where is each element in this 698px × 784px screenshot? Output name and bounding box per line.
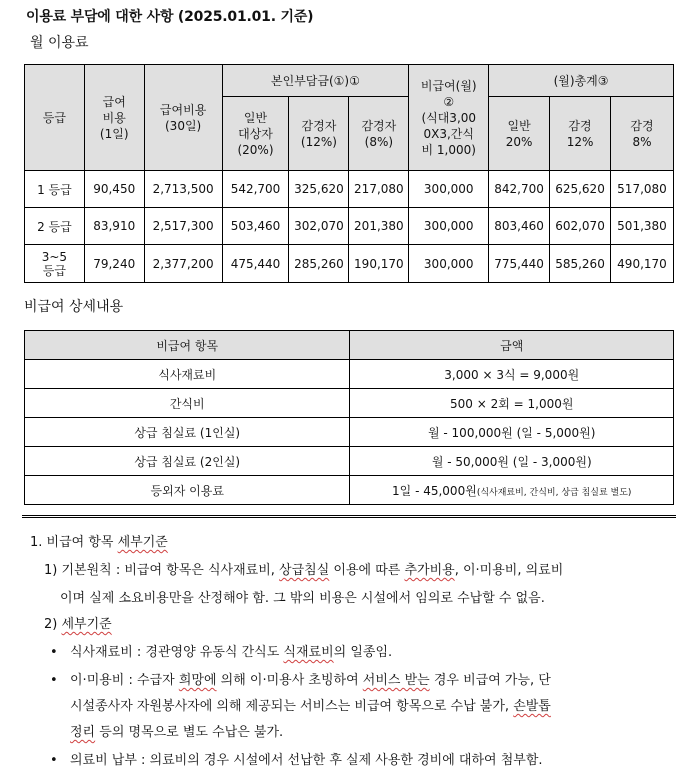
table-row xyxy=(25,208,674,245)
nonbenefit-detail-table xyxy=(24,330,674,505)
item-cell: 상급 침실료 (2인실) xyxy=(25,447,350,476)
header-copay-reduced-8: 감경자 (8%) xyxy=(349,97,409,171)
total-8-cell: 517,080 xyxy=(610,171,673,208)
header-item: 비급여 항목 xyxy=(25,331,350,360)
monthly-cell: 2,377,200 xyxy=(144,245,222,283)
grade-cell: 3~5 등급 xyxy=(25,245,85,283)
notes-heading: 1. 비급여 항목 세부기준 xyxy=(30,535,168,550)
detail-label: 비급여 상세내용 xyxy=(24,299,124,315)
header-benefit-30days: 급여비용 (30일) xyxy=(144,65,222,171)
header-total-general: 일반 20% xyxy=(489,97,550,171)
header-copay-reduced-12: 감경자 (12%) xyxy=(289,97,349,171)
header-copay-general: 일반 대상자 (20%) xyxy=(222,97,289,171)
daily-cell: 90,450 xyxy=(84,171,144,208)
item-cell: 간식비 xyxy=(25,389,350,418)
table-row xyxy=(25,171,674,208)
header-copay-group: 본인부담금(①)① xyxy=(222,65,409,97)
criteria-beauty-3: 정리 등의 명목으로 별도 수납은 불가. xyxy=(70,725,284,740)
amount-cell: 3,000 × 3식 = 9,000원 xyxy=(350,360,674,389)
table-row xyxy=(25,389,674,418)
item-cell: 등외자 이용료 xyxy=(25,476,350,505)
nonbenefit-cell: 300,000 xyxy=(409,171,489,208)
table-row xyxy=(25,418,674,447)
copay-20-cell: 503,460 xyxy=(222,208,289,245)
copay-20-cell: 475,440 xyxy=(222,245,289,283)
amount-cell: 1일 - 45,000원(식사재료비, 간식비, 상급 침실료 별도) xyxy=(350,476,674,505)
principle-line-1: 1) 기본원칙 : 비급여 항목은 식사재료비, 상급침실 이용에 따른 추가비용, 이·미용비, 의료비 xyxy=(44,563,564,578)
copay-8-cell: 190,170 xyxy=(349,245,409,283)
bullet-icon: • xyxy=(50,753,58,768)
daily-cell: 83,910 xyxy=(84,208,144,245)
header-total-reduced-8: 감경 8% xyxy=(610,97,673,171)
header-amount: 금액 xyxy=(350,331,674,360)
grade-cell: 2 등급 xyxy=(25,208,85,245)
criteria-beauty-2: 시설종사자 자원봉사자에 의해 제공되는 서비스는 비급여 항목으로 수납 불가, 손발톱 xyxy=(70,699,551,714)
total-8-cell: 501,380 xyxy=(610,208,673,245)
criteria-medical: 의료비 납부 : 의료비의 경우 시설에서 선납한 후 실제 사용한 경비에 대하여 첨부함. xyxy=(70,753,543,768)
copay-12-cell: 285,260 xyxy=(289,245,349,283)
total-12-cell: 602,070 xyxy=(550,208,611,245)
item-cell: 상급 침실료 (1인실) xyxy=(25,418,350,447)
criteria-food: 식사재료비 : 경관영양 유동식 간식도 식재료비의 일종임. xyxy=(70,645,393,660)
total-20-cell: 803,460 xyxy=(489,208,550,245)
total-12-cell: 585,260 xyxy=(550,245,611,283)
nonbenefit-cell: 300,000 xyxy=(409,245,489,283)
criteria-beauty-1: 이·미용비 : 수급자 희망에 의해 이·미용사 초빙하여 서비스 받는 경우 비급여 가능, 단 xyxy=(70,673,551,688)
monthly-cell: 2,713,500 xyxy=(144,171,222,208)
copay-12-cell: 325,620 xyxy=(289,171,349,208)
criteria-heading: 2) 세부기준 xyxy=(44,617,112,632)
header-nonbenefit: 비급여(월) ② (식대3,00 0X3,간식 비 1,000) xyxy=(409,65,489,171)
amount-cell: 월 - 50,000원 (일 - 3,000원) xyxy=(350,447,674,476)
item-cell: 식사재료비 xyxy=(25,360,350,389)
page-title: 이용료 부담에 대한 사항 (2025.01.01. 기준) xyxy=(26,9,314,25)
amount-note: (식사재료비, 간식비, 상급 침실료 별도) xyxy=(476,487,632,498)
daily-cell: 79,240 xyxy=(84,245,144,283)
monthly-fee-table xyxy=(24,64,674,283)
bullet-icon: • xyxy=(50,645,58,660)
grade-cell: 1 등급 xyxy=(25,171,85,208)
table-row xyxy=(25,476,674,505)
monthly-cell: 2,517,300 xyxy=(144,208,222,245)
nonbenefit-cell: 300,000 xyxy=(409,208,489,245)
copay-8-cell: 217,080 xyxy=(349,171,409,208)
header-total-reduced-12: 감경 12% xyxy=(550,97,611,171)
monthly-fee-label: 월 이용료 xyxy=(30,35,89,51)
copay-12-cell: 302,070 xyxy=(289,208,349,245)
header-total-group: (월)총계③ xyxy=(489,65,674,97)
amount-cell: 500 × 2회 = 1,000원 xyxy=(350,389,674,418)
total-20-cell: 775,440 xyxy=(489,245,550,283)
total-8-cell: 490,170 xyxy=(610,245,673,283)
bullet-icon: • xyxy=(50,673,58,688)
copay-8-cell: 201,380 xyxy=(349,208,409,245)
table-row xyxy=(25,447,674,476)
amount-cell: 월 - 100,000원 (일 - 5,000원) xyxy=(350,418,674,447)
total-12-cell: 625,620 xyxy=(550,171,611,208)
copay-20-cell: 542,700 xyxy=(222,171,289,208)
table-row xyxy=(25,245,674,283)
table-row xyxy=(25,360,674,389)
header-grade: 등급 xyxy=(25,65,85,171)
section-divider xyxy=(22,515,676,518)
total-20-cell: 842,700 xyxy=(489,171,550,208)
header-benefit-daily: 급여 비용 (1일) xyxy=(84,65,144,171)
principle-line-2: 이며 실제 소요비용만을 산정해야 함. 그 밖의 비용은 시설에서 임의로 수납할 수 없음. xyxy=(60,591,545,606)
